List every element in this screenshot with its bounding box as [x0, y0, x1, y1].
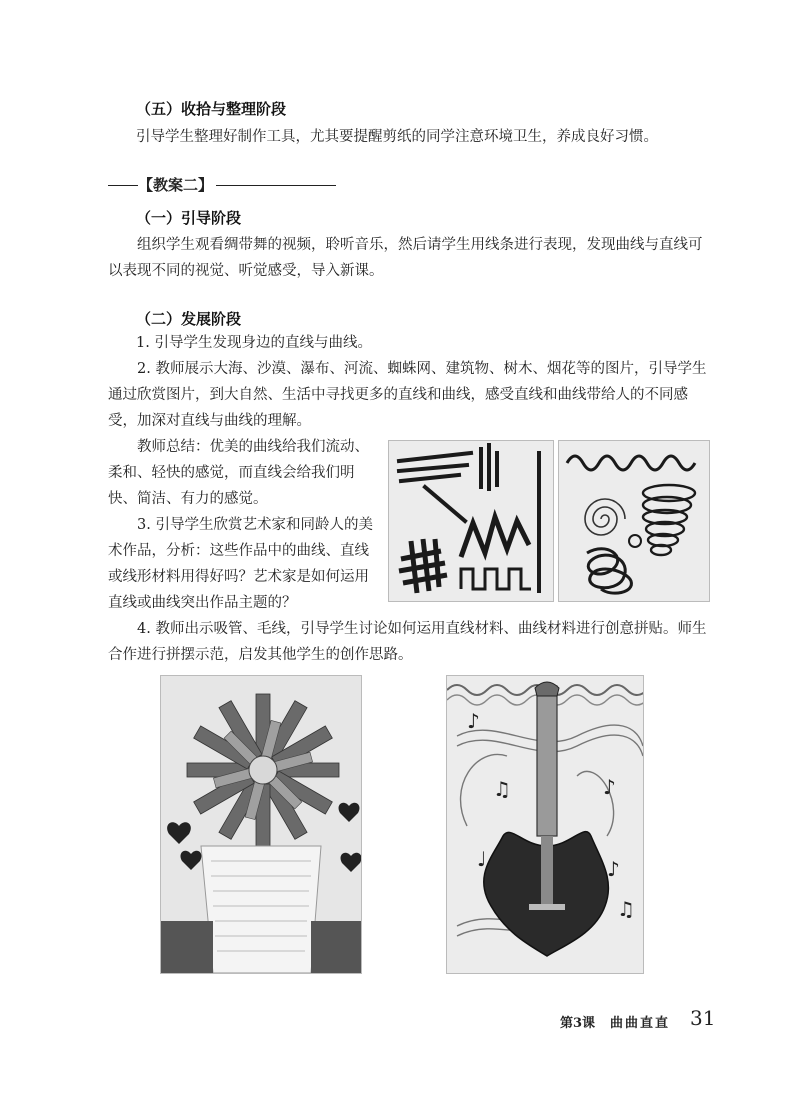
straight-lines-image	[388, 440, 554, 602]
footer-title: 曲曲直直	[610, 1016, 671, 1031]
guitar-collage-icon	[447, 676, 643, 973]
svg-text:♪: ♪	[467, 709, 480, 733]
guitar-collage-photo	[446, 675, 644, 974]
banner-rule-left	[108, 185, 138, 186]
stage1-text: 组织学生观看绸带舞的视频，聆听音乐，然后请学生用线条进行表现，发现曲线与直线可以表现不同的视觉、听觉感受，导入新课。	[108, 237, 703, 279]
stage2-item4: 4. 教师出示吸管、毛线，引导学生讨论如何运用直线材料、曲线材料进行创意拼贴。师生合作进行拼摆示范，启发其他学生的创作思路。	[108, 621, 707, 663]
svg-text:♪: ♪	[603, 775, 616, 799]
svg-text:♪: ♪	[607, 857, 620, 881]
stage2-summary: 教师总结：优美的曲线给我们流动、柔和、轻快的感觉，而直线会给我们明快、简洁、有力的感觉。	[108, 439, 369, 507]
plan2-banner: 【教案二】	[138, 176, 214, 194]
svg-text:♫: ♫	[493, 777, 511, 801]
stage2-item3: 3. 引导学生欣赏艺术家和同龄人的美术作品，分析：这些作品中的曲线、直线或线形材料用得好吗？艺术家是如何运用直线或曲线突出作品主题的？	[108, 517, 373, 611]
straight-lines-icon	[389, 441, 553, 601]
stage2-item2: 2. 教师展示大海、沙漠、瀑布、河流、蜘蛛网、建筑物、树木、烟花等的图片，引导学生通过欣赏图片，到大自然、生活中寻找更多的直线和曲线，感受直线和曲线带给人的不同感受，加深对直线与曲线的理解。	[108, 361, 707, 429]
page-number: 31	[690, 1006, 716, 1030]
footer-lesson: 第3课	[560, 1016, 596, 1031]
section5-text: 引导学生整理好制作工具，尤其要提醒剪纸的同学注意环境卫生，养成良好习惯。	[136, 129, 658, 145]
flower-collage-icon	[161, 676, 361, 973]
curved-lines-image	[558, 440, 710, 602]
section5-heading: （五）收拾与整理阶段	[136, 100, 287, 118]
svg-text:♩: ♩	[477, 847, 487, 871]
banner-rule-right	[216, 185, 336, 186]
stage1-heading: （一）引导阶段	[136, 209, 242, 227]
flower-collage-photo	[160, 675, 362, 974]
stage2-heading: （二）发展阶段	[136, 310, 242, 328]
curved-lines-icon	[559, 441, 709, 601]
svg-text:♫: ♫	[617, 897, 635, 921]
stage2-item1: 1. 引导学生发现身边的直线与曲线。	[136, 335, 372, 351]
